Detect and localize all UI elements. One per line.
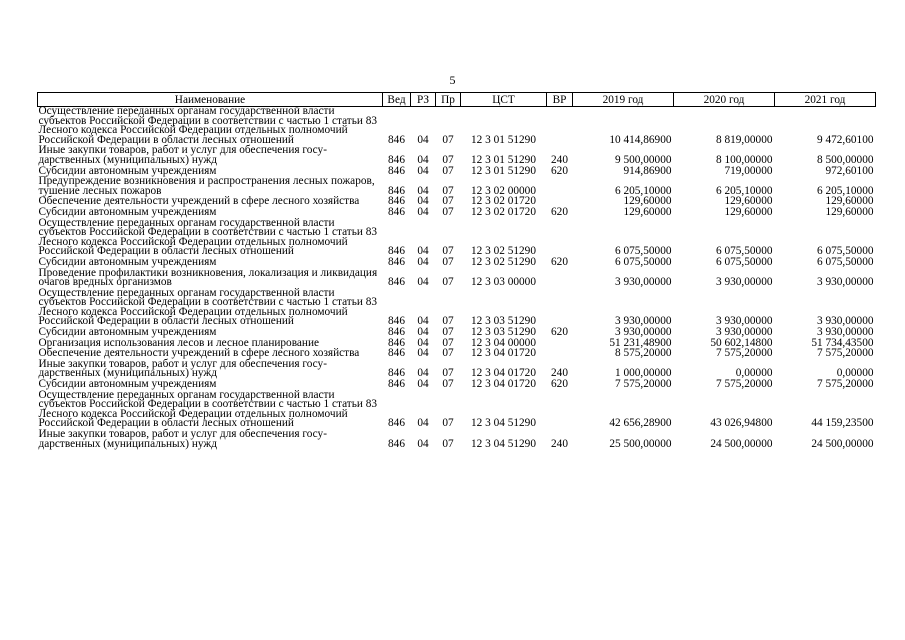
row-ved: 846 (388, 164, 405, 177)
row-value-2019: 7 575,20000 (615, 378, 672, 391)
row-vr (547, 177, 573, 197)
row-vr: 620 (551, 164, 568, 177)
row-name: Обеспечение деятельности учреждений в сфере лесного хозяйства (38, 195, 360, 208)
row-name: Субсидии автономным учреждениям (38, 255, 217, 268)
row-value-2021: 129,60000 (825, 205, 874, 218)
row-name: Осуществление переданных органам государственной власти субъектов Российской Федерации в соответствии с частью 1 статьи 83 Лесного кодекса Российской Федерации отдельных полномочий Российской Федерации в области лесных отношений (38, 286, 378, 328)
row-ved: 846 (388, 315, 405, 328)
column-header-name: Наименование (38, 93, 383, 107)
row-pr: 07 (442, 367, 454, 380)
row-value-2020: 3 930,00000 (716, 276, 773, 289)
row-value-2020: 3 930,00000 (716, 326, 773, 339)
table-row (38, 391, 876, 430)
row-cst: 12 3 02 51290 (471, 245, 536, 258)
row-cst: 12 3 04 01720 (471, 347, 536, 360)
row-cst: 12 3 01 51290 (471, 133, 536, 146)
row-pr: 07 (442, 195, 454, 208)
row-value-2020: 719,00000 (724, 164, 773, 177)
row-pr: 07 (442, 378, 454, 391)
row-pr: 07 (442, 315, 454, 328)
row-vr (547, 269, 573, 289)
row-value-2019: 914,86900 (623, 164, 672, 177)
row-value-2021: 51 734,43500 (811, 336, 874, 349)
row-vr (547, 219, 573, 258)
row-value-2019: 3 930,00000 (615, 276, 672, 289)
row-rz: 04 (417, 153, 429, 166)
row-rz: 04 (417, 276, 429, 289)
row-name: Осуществление переданных органам государственной власти субъектов Российской Федерации в соответствии с частью 1 статьи 83 Лесного кодекса Российской Федерации отдельных полномочий Российской Федерации в области лесных отношений (38, 388, 378, 430)
row-vr (547, 289, 573, 328)
row-value-2020: 8 819,00000 (716, 133, 773, 146)
page-number: 5 (449, 73, 456, 87)
table-row (38, 289, 876, 328)
row-name: Предупреждение возникновения и распространения лесных пожаров, тушение лесных пожаров (38, 175, 375, 197)
row-vr (547, 339, 573, 350)
row-cst: 12 3 03 51290 (471, 315, 536, 328)
row-value-2020: 129,60000 (724, 205, 773, 218)
row-cst: 12 3 04 01720 (471, 367, 536, 380)
row-value-2019: 51 231,48900 (609, 336, 672, 349)
column-header-2020: 2020 год (674, 93, 775, 107)
row-ved: 846 (388, 255, 405, 268)
row-vr: 240 (551, 437, 568, 450)
row-value-2019: 10 414,86900 (609, 133, 672, 146)
row-cst: 12 3 04 51290 (471, 417, 536, 430)
row-pr: 07 (442, 326, 454, 339)
row-value-2021: 129,60000 (825, 195, 874, 208)
row-ved: 846 (388, 153, 405, 166)
row-value-2019: 129,60000 (623, 195, 672, 208)
row-pr: 07 (442, 347, 454, 360)
row-name: Осуществление переданных органам государственной власти субъектов Российской Федерации в соответствии с частью 1 статьи 83 Лесного кодекса Российской Федерации отдельных полномочий Российской Федерации в области лесных отношений (38, 105, 378, 146)
row-rz: 04 (417, 336, 429, 349)
row-pr: 07 (442, 336, 454, 349)
row-name: Иные закупки товаров, работ и услуг для обеспечения государственных (муниципальных) нужд (38, 428, 327, 450)
row-value-2019: 3 930,00000 (615, 326, 672, 339)
row-cst: 12 3 04 01720 (471, 378, 536, 391)
row-value-2021: 3 930,00000 (817, 326, 874, 339)
row-pr: 07 (442, 205, 454, 218)
row-value-2020: 3 930,00000 (716, 315, 773, 328)
row-cst: 12 3 03 51290 (471, 326, 536, 339)
row-vr: 620 (551, 255, 568, 268)
row-value-2020: 24 500,00000 (710, 437, 773, 450)
row-name: Организация использования лесов и лесное планирование (38, 336, 320, 349)
row-value-2021: 6 075,50000 (817, 245, 874, 258)
row-value-2021: 3 930,00000 (817, 276, 874, 289)
row-value-2020: 6 075,50000 (716, 245, 773, 258)
table-row (38, 219, 876, 258)
row-value-2020: 0,00000 (735, 367, 773, 380)
row-rz: 04 (417, 347, 429, 360)
row-rz: 04 (417, 255, 429, 268)
row-ved: 846 (388, 276, 405, 289)
row-name: Субсидии автономным учреждениям (38, 205, 217, 218)
budget-table (37, 92, 876, 450)
row-rz: 04 (417, 164, 429, 177)
row-ved: 846 (388, 437, 405, 450)
row-rz: 04 (417, 245, 429, 258)
row-value-2021: 972,60100 (825, 164, 874, 177)
row-rz: 04 (417, 133, 429, 146)
column-header-rz: РЗ (411, 93, 436, 107)
row-cst: 12 3 01 51290 (471, 153, 536, 166)
row-value-2019: 6 075,50000 (615, 245, 672, 258)
row-value-2020: 6 075,50000 (716, 255, 773, 268)
row-rz: 04 (417, 315, 429, 328)
row-name: Субсидии автономным учреждениям (38, 326, 217, 339)
row-value-2020: 7 575,20000 (716, 378, 773, 391)
row-value-2021: 3 930,00000 (817, 315, 874, 328)
table-row (38, 177, 876, 197)
row-value-2020: 6 205,10000 (716, 184, 773, 197)
row-pr: 07 (442, 276, 454, 289)
row-value-2020: 43 026,94800 (710, 417, 773, 430)
row-rz: 04 (417, 367, 429, 380)
table-row (38, 360, 876, 380)
column-header-cst: ЦСТ (461, 93, 547, 107)
row-pr: 07 (442, 417, 454, 430)
row-rz: 04 (417, 417, 429, 430)
row-value-2019: 129,60000 (623, 205, 672, 218)
row-cst: 12 3 02 00000 (471, 184, 536, 197)
row-rz: 04 (417, 205, 429, 218)
row-name: Осуществление переданных органам государственной власти субъектов Российской Федерации в соответствии с частью 1 статьи 83 Лесного кодекса Российской Федерации отдельных полномочий Российской Федерации в области лесных отношений (38, 216, 378, 258)
row-ved: 846 (388, 133, 405, 146)
row-value-2021: 24 500,00000 (811, 437, 874, 450)
row-value-2021: 6 075,50000 (817, 255, 874, 268)
row-name: Обеспечение деятельности учреждений в сфере лесного хозяйства (38, 347, 360, 360)
row-value-2021: 7 575,20000 (817, 347, 874, 360)
row-pr: 07 (442, 245, 454, 258)
row-name: Субсидии автономным учреждениям (38, 164, 217, 177)
row-ved: 846 (388, 367, 405, 380)
row-value-2021: 9 472,60100 (817, 133, 874, 146)
row-value-2019: 42 656,28900 (609, 417, 672, 430)
row-cst: 12 3 04 00000 (471, 336, 536, 349)
row-value-2019: 25 500,00000 (609, 437, 672, 450)
row-ved: 846 (388, 378, 405, 391)
row-vr: 620 (551, 205, 568, 218)
row-value-2019: 8 575,20000 (615, 347, 672, 360)
row-rz: 04 (417, 184, 429, 197)
row-value-2021: 8 500,00000 (817, 153, 874, 166)
row-name: Иные закупки товаров, работ и услуг для обеспечения государственных (муниципальных) нужд (38, 144, 327, 166)
row-vr: 240 (551, 367, 568, 380)
row-vr (547, 107, 573, 147)
row-vr: 620 (551, 326, 568, 339)
row-ved: 846 (388, 195, 405, 208)
row-value-2020: 129,60000 (724, 195, 773, 208)
row-ved: 846 (388, 336, 405, 349)
row-pr: 07 (442, 164, 454, 177)
column-header-vr: ВР (547, 93, 573, 107)
row-ved: 846 (388, 326, 405, 339)
row-ved: 846 (388, 417, 405, 430)
row-value-2021: 6 205,10000 (817, 184, 874, 197)
table-row (38, 269, 876, 289)
row-pr: 07 (442, 184, 454, 197)
row-ved: 846 (388, 205, 405, 218)
row-name: Проведение профилактики возникновения, локализация и ликвидация очагов вредных организмов (38, 266, 378, 289)
row-cst: 12 3 02 51290 (471, 255, 536, 268)
row-value-2020: 8 100,00000 (716, 153, 773, 166)
row-value-2021: 0,00000 (836, 367, 874, 380)
row-value-2020: 50 602,14800 (710, 336, 773, 349)
row-ved: 846 (388, 347, 405, 360)
column-header-2021: 2021 год (775, 93, 876, 107)
row-name: Субсидии автономным учреждениям (38, 378, 217, 391)
row-rz: 04 (417, 195, 429, 208)
row-ved: 846 (388, 245, 405, 258)
row-cst: 12 3 02 01720 (471, 205, 536, 218)
table-row (38, 146, 876, 166)
table-row (38, 107, 876, 147)
row-value-2019: 6 205,10000 (615, 184, 672, 197)
row-pr: 07 (442, 437, 454, 450)
row-name: Иные закупки товаров, работ и услуг для обеспечения государственных (муниципальных) нужд (38, 357, 327, 380)
row-pr: 07 (442, 153, 454, 166)
column-header-pr: Пр (436, 93, 461, 107)
row-cst: 12 3 03 00000 (471, 276, 536, 289)
table-row (38, 430, 876, 450)
row-pr: 07 (442, 255, 454, 268)
row-vr: 240 (551, 153, 568, 166)
row-ved: 846 (388, 184, 405, 197)
row-rz: 04 (417, 437, 429, 450)
column-header-ved: Вед (383, 93, 411, 107)
row-vr: 620 (551, 378, 568, 391)
row-cst: 12 3 02 01720 (471, 195, 536, 208)
row-value-2019: 3 930,00000 (615, 315, 672, 328)
column-header-2019: 2019 год (573, 93, 674, 107)
row-value-2019: 1 000,00000 (615, 367, 672, 380)
row-cst: 12 3 01 51290 (471, 164, 536, 177)
row-value-2021: 44 159,23500 (811, 417, 874, 430)
row-rz: 04 (417, 378, 429, 391)
row-vr (547, 349, 573, 360)
row-value-2020: 7 575,20000 (716, 347, 773, 360)
row-value-2021: 7 575,20000 (817, 378, 874, 391)
row-vr (547, 391, 573, 430)
row-cst: 12 3 04 51290 (471, 437, 536, 450)
row-value-2019: 9 500,00000 (615, 153, 672, 166)
row-rz: 04 (417, 326, 429, 339)
row-pr: 07 (442, 133, 454, 146)
row-value-2019: 6 075,50000 (615, 255, 672, 268)
